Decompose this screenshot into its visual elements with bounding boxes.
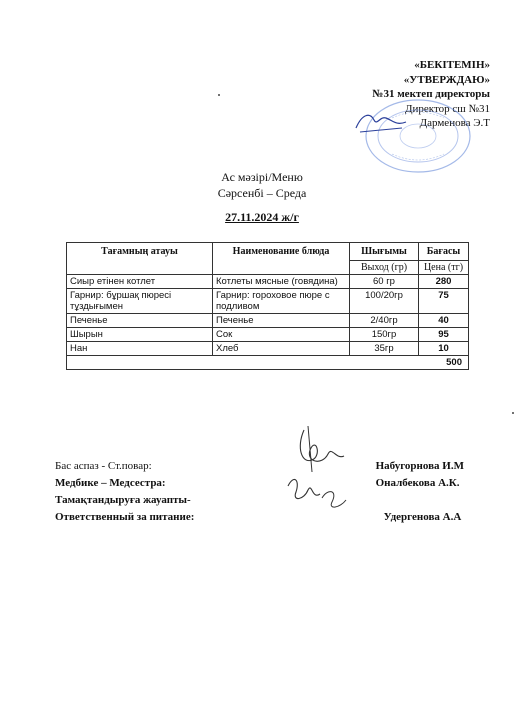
dish-price: 280	[419, 275, 469, 289]
dish-yield: 60 гр	[350, 275, 419, 289]
header-name-ru: Наименование блюда	[213, 243, 350, 275]
dish-price: 95	[419, 328, 469, 342]
header-price-ru: Цена (тг)	[419, 261, 469, 275]
header-name-kz: Тағамның атауы	[67, 243, 213, 275]
table-header-row	[67, 243, 469, 261]
total-price: 500	[67, 356, 469, 370]
dish-name-kz: Гарнир: бұршақ пюресі тұздығымен	[67, 289, 213, 314]
dish-yield: 100/20гр	[350, 289, 419, 314]
director-signature	[352, 106, 410, 136]
dish-name-kz: Нан	[67, 342, 213, 356]
dish-price: 10	[419, 342, 469, 356]
dish-name-ru: Гарнир: гороховое пюре с подливом	[213, 289, 350, 314]
dish-yield: 150гр	[350, 328, 419, 342]
table-row	[67, 328, 469, 342]
approval-line-3: №31 мектеп директоры	[372, 88, 490, 100]
dish-name-kz: Сиыр етінен котлет	[67, 275, 213, 289]
table-row	[67, 289, 469, 314]
signatures-handwritten	[282, 420, 354, 530]
approval-line-2: «УТВЕРЖДАЮ»	[403, 73, 490, 86]
dish-name-ru: Хлеб	[213, 342, 350, 356]
table-row	[67, 342, 469, 356]
header-yield-ru: Выход (гр)	[350, 261, 419, 275]
dish-price: 75	[419, 289, 469, 314]
approval-line-4: Директор сш №31	[405, 102, 490, 115]
table-row	[67, 275, 469, 289]
role-food-ru: Ответственный за питание:	[55, 511, 195, 523]
header-price-kz: Бағасы	[419, 243, 469, 261]
approval-line-5: Дарменова Э.Т	[419, 117, 490, 129]
name-nurse: Оналбекова А.К.	[375, 477, 460, 489]
role-food-kz: Тамақтандыруға жауапты-	[55, 494, 191, 506]
dish-name-kz: Печенье	[67, 314, 213, 328]
menu-title: Ас мәзірі/Меню	[221, 170, 303, 184]
responsible-roles	[55, 458, 194, 526]
menu-day: Сәрсенбі – Среда	[217, 186, 307, 200]
approval-line-1: «БЕКІТЕМІН»	[414, 59, 490, 71]
responsible-names	[376, 458, 464, 526]
menu-date: 27.11.2024 ж/г	[225, 210, 299, 224]
dish-name-kz: Шырын	[67, 328, 213, 342]
name-food: Удергенова А.А	[383, 511, 462, 523]
role-chef: Бас аспаз - Ст.повар:	[55, 460, 152, 472]
dish-yield: 35гр	[350, 342, 419, 356]
table-row	[67, 314, 469, 328]
dish-name-ru: Печенье	[213, 314, 350, 328]
scan-dot	[512, 412, 514, 414]
name-chef: Набугорнова И.М	[375, 460, 464, 472]
dish-yield: 2/40гр	[350, 314, 419, 328]
table-total-row	[67, 356, 469, 370]
role-nurse: Медбике – Медсестра:	[55, 477, 166, 489]
dish-name-ru: Котлеты мясные (говядина)	[213, 275, 350, 289]
dish-name-ru: Сок	[213, 328, 350, 342]
menu-table	[66, 242, 469, 370]
header-yield-kz: Шығымы	[350, 243, 419, 261]
dish-price: 40	[419, 314, 469, 328]
scan-dot	[218, 94, 220, 96]
